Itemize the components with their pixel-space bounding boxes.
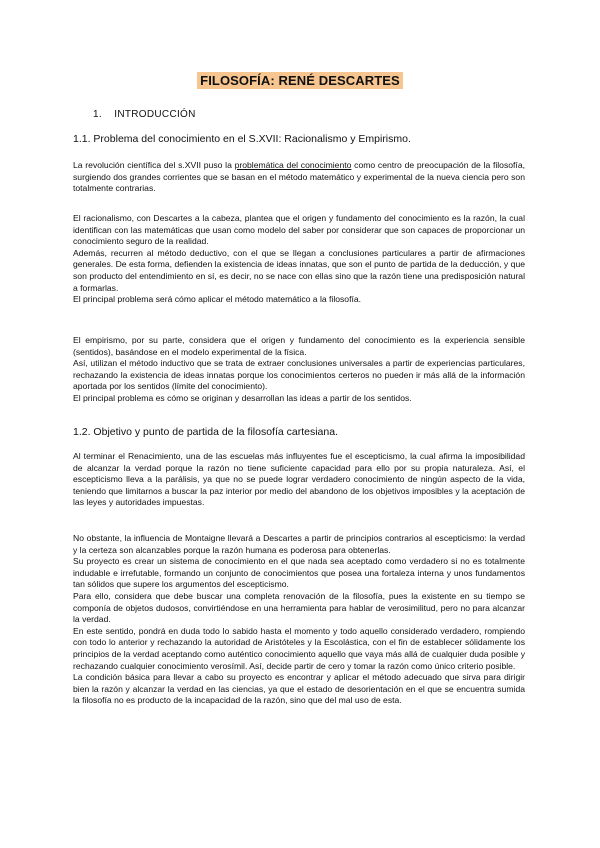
paragraph-text: Su proyecto es crear un sistema de conocimiento en el que nada sea aceptado como verdadero si no es totalmente indudable e irrefutable, formando un conjunto de conocimientos que posea una fortaleza interna y unos fundamentos tan sólidos que supere los argumentos del escepticismo. <box>73 556 525 590</box>
paragraph-text: Para ello, considera que debe buscar una completa renovación de la filosofía, pues la existente en su tiempo se componía de objetos dudosos, convirtiéndose en una herramienta para hablar de verosimilitud, pero no para alcanzar la verdad. <box>73 590 525 625</box>
paragraph-escepticismo <box>73 451 525 509</box>
section-title: INTRODUCCIÓN <box>114 109 196 120</box>
paragraph-montaigne <box>73 533 525 707</box>
paragraph-text: El principal problema es cómo se originan y desarrollan las ideas a partir de los sentidos. <box>73 392 412 403</box>
underlined-phrase: problemática del conocimiento <box>234 160 352 170</box>
paragraph-text: La revolución científica del s.XVII puso la <box>73 160 235 170</box>
paragraph-empirismo <box>73 335 525 405</box>
paragraph-text: Además, recurren al método deductivo, con el que se llegan a conclusiones particulares a partir de afirmaciones generales. De esta forma, defienden la existencia de ideas innatas, que son el punto de partida de la deducción, y que son producto del entendimiento en sí, es decir, no se nace con ellas sino que la razón tiene una predisposición natural a formarlas. <box>73 247 525 293</box>
section-number: 1. <box>93 109 102 120</box>
paragraph-text: Al terminar el Renacimiento, una de las escuelas más influyentes fue el escepticismo, la cual afirma la imposibilidad de alcanzar la verdad porque la razón no tiene suficiente capacidad para ello por su propia naturaleza. Así, el escepticismo lleva a la parálisis, ya que no se puede lograr verdadero conocimiento de ningún aspecto de la vida, teniendo que limitarnos a buscar la paz interior por medio del abandono de los objetivos imposibles y la aceptación de las leyes y autoridades impuestas. <box>73 451 525 508</box>
paragraph-text: Así, utilizan el método inductivo que se trata de extraer conclusiones universales a partir de experiencias particulares, rechazando la existencia de ideas innatas porque los conocimientos certeros no pueden ir más allá de la información aportada por los sentidos (límite del conocimiento). <box>73 358 525 392</box>
section-heading <box>93 109 196 120</box>
paragraph-text: No obstante, la influencia de Montaigne llevará a Descartes a partir de principios contrarios al escepticismo: la verdad y la certeza son alcanzables porque la razón humana es poderosa para obtenerlas. <box>73 533 525 555</box>
subsection-heading-1: 1.1. Problema del conocimiento en el S.XVII: Racionalismo y Empirismo. <box>73 133 411 145</box>
document-title: FILOSOFÍA: RENÉ DESCARTES <box>197 72 403 89</box>
paragraph-text: El principal problema será cómo aplicar el método matemático a la filosofía. <box>73 294 362 305</box>
paragraph-text: La condición básica para llevar a cabo su proyecto es encontrar y aplicar el método adecuado que sirva para dirigir bien la razón y alcanzar la verdad en las ciencias, ya que el estado de desorientación en el que se encuentra sumida la filosofía no es producto de la incapacidad de la razón, sino que del mal uso de esta. <box>73 672 525 706</box>
title-container <box>0 72 600 90</box>
subsection-heading-2: 1.2. Objetivo y punto de partida de la filosofía cartesiana. <box>73 426 338 438</box>
paragraph-text: En este sentido, pondrá en duda todo lo sabido hasta el momento y todo aquello considerado verdadero, rompiendo con todo lo anterior y rechazando la autoridad de Aristóteles y la Escolástica, con el fin de establecer sólidamente los principios de la verdad aceptando como auténtico conocimiento aquello que vaya más allá de cualquier duda posible y rechazando cualquier conocimiento verosímil. Así, decide partir de cero y tomar la razón como único criterio posible. <box>73 625 525 671</box>
paragraph-text: como centro de preocupación de la filosofía, surgiendo dos grandes corrientes que se basan en el método matemático y experimental de la nueva ciencia pero son totalmente contrarias. <box>73 160 525 194</box>
paragraph-revolucion <box>73 160 525 195</box>
paragraph-text: El empirismo, por su parte, considera que el origen y fundamento del conocimiento es la experiencia sensible (sentidos), basándose en el modelo experimental de la física. <box>73 335 525 357</box>
paragraph-racionalismo <box>73 213 525 306</box>
paragraph-text: El racionalismo, con Descartes a la cabeza, plantea que el origen y fundamento del conocimiento es la razón, la cual identifican con las matemáticas que usan como modelo del saber por considerar que son capaces de proporcionar un conocimiento seguro de la realidad. <box>73 213 525 247</box>
